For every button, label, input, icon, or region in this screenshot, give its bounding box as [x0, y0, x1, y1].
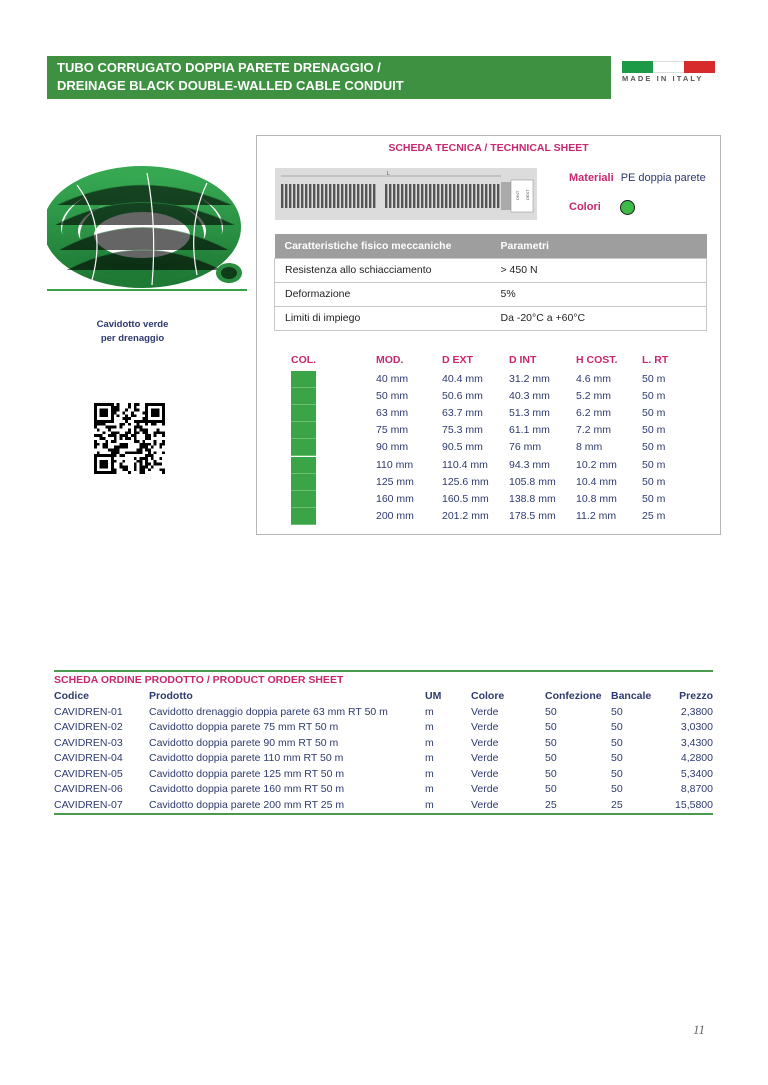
order-um: m [425, 705, 434, 718]
spec-header-dint: D INT [509, 354, 537, 366]
table-row [54, 782, 713, 798]
order-pallet: 25 [611, 798, 623, 811]
spec-dext: 75.3 mm [442, 424, 483, 437]
order-header-color: Colore [471, 690, 505, 702]
spec-mod: 50 mm [376, 390, 409, 403]
color-swatch-green [620, 200, 635, 215]
spec-mod: 63 mm [376, 407, 409, 420]
table-row [54, 797, 713, 813]
property-value: 5% [491, 282, 707, 306]
spec-color-swatch [291, 422, 316, 439]
spec-dext: 40.4 mm [442, 373, 483, 385]
spec-dext: 63.7 mm [442, 407, 483, 420]
order-code: CAVIDREN-02 [54, 721, 123, 734]
spec-lrt: 50 m [642, 475, 666, 488]
spec-mod: 125 mm [376, 475, 414, 488]
materials-value: PE doppia parete [620, 172, 706, 184]
spec-mod: 110 mm [376, 458, 414, 471]
table-row [275, 258, 707, 282]
order-header-package: Confezione [545, 690, 602, 702]
order-pallet: 50 [611, 767, 623, 780]
spec-dext: 201.2 mm [442, 509, 489, 522]
spec-hcost: 7.2 mm [576, 424, 612, 437]
spec-color-swatch [291, 474, 316, 491]
product-order-sheet [54, 670, 713, 815]
order-pallet: 50 [611, 736, 623, 749]
order-price: 3,0300 [680, 721, 713, 734]
spec-hcost: 6.2 mm [576, 407, 612, 420]
pipe-cross-section-drawing [275, 168, 537, 220]
spec-dint: 138.8 mm [509, 492, 556, 505]
spec-lrt: 50 m [642, 492, 666, 505]
order-color: Verde [471, 752, 499, 765]
product-caption [80, 318, 185, 346]
table-row [54, 735, 713, 751]
spec-mod: 75 mm [376, 424, 409, 437]
order-product: Cavidotto doppia parete 75 mm RT 50 m [149, 721, 339, 734]
page-title-banner [47, 56, 611, 99]
order-code: CAVIDREN-06 [54, 783, 123, 796]
property-value: > 450 N [491, 258, 707, 282]
spec-color-swatch [291, 371, 316, 388]
spec-dint: 105.8 mm [509, 475, 556, 488]
order-code: CAVIDREN-05 [54, 767, 123, 780]
order-product: Cavidotto doppia parete 200 mm RT 25 m [149, 798, 345, 811]
spec-color-swatch [291, 508, 316, 525]
spec-color-swatch [291, 457, 316, 474]
properties-header-parameters: Parametri [491, 234, 707, 258]
order-price: 3,4300 [680, 736, 713, 749]
spec-hcost: 10.2 mm [576, 458, 617, 471]
order-package: 50 [545, 705, 557, 718]
colors-row [569, 200, 635, 215]
spec-dint: 178.5 mm [509, 509, 556, 522]
made-in-italy-badge [622, 61, 715, 84]
spec-dext: 90.5 mm [442, 441, 483, 454]
order-color: Verde [471, 721, 499, 734]
drawing-dext-label: DEXT [525, 189, 530, 200]
spec-header-mod: MOD. [376, 354, 404, 366]
order-code: CAVIDREN-04 [54, 752, 123, 765]
spec-color-swatch [291, 439, 316, 456]
spec-mod: 200 mm [376, 509, 414, 522]
property-name: Deformazione [275, 282, 491, 306]
spec-lrt: 50 m [642, 458, 666, 471]
order-color: Verde [471, 783, 499, 796]
spec-hcost: 5.2 mm [576, 390, 612, 403]
spec-dint: 61.1 mm [509, 424, 550, 437]
made-in-italy-text: MADE IN ITALY [622, 74, 704, 83]
spec-lrt: 25 m [642, 509, 666, 522]
order-um: m [425, 721, 434, 734]
qr-code-icon[interactable] [94, 403, 165, 474]
order-price: 8,8700 [680, 783, 713, 796]
materials-label: Materiali [569, 172, 614, 184]
spec-dint: 31.2 mm [509, 373, 550, 385]
spec-header-col: COL. [291, 354, 317, 366]
property-name: Limiti di impiego [275, 306, 491, 330]
order-bottom-rule [54, 813, 713, 815]
page-number: 11 [693, 1022, 706, 1037]
order-um: m [425, 736, 434, 749]
table-row [54, 751, 713, 767]
technical-sheet [256, 135, 721, 535]
spec-dext: 110.4 mm [442, 458, 488, 471]
spec-dint: 94.3 mm [509, 458, 550, 471]
order-um: m [425, 752, 434, 765]
table-row [54, 766, 713, 782]
drawing-dint-label: DINT [515, 190, 520, 200]
spec-mod: 90 mm [376, 441, 409, 454]
spec-header-dext: D EXT [442, 354, 473, 366]
spec-hcost: 10.4 mm [576, 475, 617, 488]
colors-label: Colori [569, 201, 601, 214]
order-table [54, 688, 713, 813]
spec-dext: 50.6 mm [442, 390, 483, 403]
spec-hcost: 8 mm [576, 441, 603, 454]
order-header-pallet: Bancale [611, 690, 652, 702]
order-package: 50 [545, 736, 557, 749]
order-price: 2,3800 [680, 705, 713, 718]
order-pallet: 50 [611, 752, 623, 765]
spec-dext: 125.6 mm [442, 475, 489, 488]
spec-mod: 40 mm [376, 373, 409, 385]
order-code: CAVIDREN-01 [54, 705, 123, 718]
table-row [275, 306, 707, 330]
order-product: Cavidotto doppia parete 160 mm RT 50 m [149, 783, 345, 796]
spec-lrt: 50 m [642, 407, 666, 420]
order-color: Verde [471, 736, 499, 749]
table-row [54, 704, 713, 720]
order-product: Cavidotto doppia parete 125 mm RT 50 m [149, 767, 345, 780]
order-um: m [425, 798, 434, 811]
spec-lrt: 50 m [642, 373, 666, 385]
order-price: 15,5800 [675, 798, 713, 811]
spec-dext: 160.5 mm [442, 492, 489, 505]
materials-row [569, 172, 706, 184]
order-header-price: Prezzo [679, 690, 713, 702]
order-package: 50 [545, 767, 557, 780]
order-color: Verde [471, 798, 499, 811]
order-header-product: Prodotto [149, 690, 193, 702]
order-package: 50 [545, 752, 557, 765]
order-sheet-title: SCHEDA ORDINE PRODOTTO / PRODUCT ORDER SHEET [54, 674, 344, 686]
spec-hcost: 10.8 mm [576, 492, 617, 505]
spec-color-swatch [291, 388, 316, 405]
order-header-um: UM [425, 690, 442, 702]
order-price: 4,2800 [680, 752, 713, 765]
spec-lrt: 50 m [642, 441, 666, 454]
spec-header-hcost: H COST. [576, 354, 618, 366]
order-color: Verde [471, 705, 499, 718]
page-title-line2: DREINAGE BLACK DOUBLE-WALLED CABLE CONDUIT [57, 78, 404, 93]
spec-lrt: 50 m [642, 390, 666, 403]
italian-flag-icon [622, 61, 715, 73]
order-color: Verde [471, 767, 499, 780]
spec-color-swatch [291, 405, 316, 422]
page-title-line1: TUBO CORRUGATO DOPPIA PARETE DRENAGGIO / [57, 60, 381, 75]
spec-dint: 51.3 mm [509, 407, 550, 420]
properties-header-characteristics: Caratteristiche fisico meccaniche [275, 234, 491, 258]
order-header-code: Codice [54, 690, 90, 702]
spec-color-swatch [291, 491, 316, 508]
product-caption-line1: Cavidotto verde [96, 319, 169, 330]
order-package: 50 [545, 721, 557, 734]
order-code: CAVIDREN-03 [54, 736, 123, 749]
table-row [54, 720, 713, 736]
order-um: m [425, 767, 434, 780]
order-top-rule [54, 670, 713, 672]
property-value: Da -20°C a +60°C [491, 306, 707, 330]
spec-hcost: 11.2 mm [576, 509, 617, 522]
order-pallet: 50 [611, 783, 623, 796]
property-name: Resistenza allo schiacciamento [275, 258, 491, 282]
mechanical-properties-table [274, 234, 707, 331]
spec-dint: 76 mm [509, 441, 542, 454]
technical-sheet-title: SCHEDA TECNICA / TECHNICAL SHEET [388, 142, 589, 154]
order-product: Cavidotto doppia parete 110 mm RT 50 m [149, 752, 344, 765]
order-package: 25 [545, 798, 557, 811]
order-product: Cavidotto drenaggio doppia parete 63 mm RT 50 m [149, 705, 388, 718]
drawing-length-label: L [387, 171, 390, 177]
order-product: Cavidotto doppia parete 90 mm RT 50 m [149, 736, 339, 749]
order-pallet: 50 [611, 721, 623, 734]
order-package: 50 [545, 783, 557, 796]
order-price: 5,3400 [680, 767, 713, 780]
spec-header-lrt: L. RT [642, 354, 669, 366]
order-code: CAVIDREN-07 [54, 798, 123, 811]
product-photo [47, 165, 247, 292]
spec-hcost: 4.6 mm [576, 373, 612, 385]
spec-lrt: 50 m [642, 424, 666, 437]
pipe-ribs [281, 184, 499, 208]
order-um: m [425, 783, 434, 796]
table-row [275, 282, 707, 306]
product-caption-line2: per drenaggio [100, 333, 165, 344]
order-pallet: 50 [611, 705, 623, 718]
spec-mod: 160 mm [376, 492, 414, 505]
spec-dint: 40.3 mm [509, 390, 550, 403]
